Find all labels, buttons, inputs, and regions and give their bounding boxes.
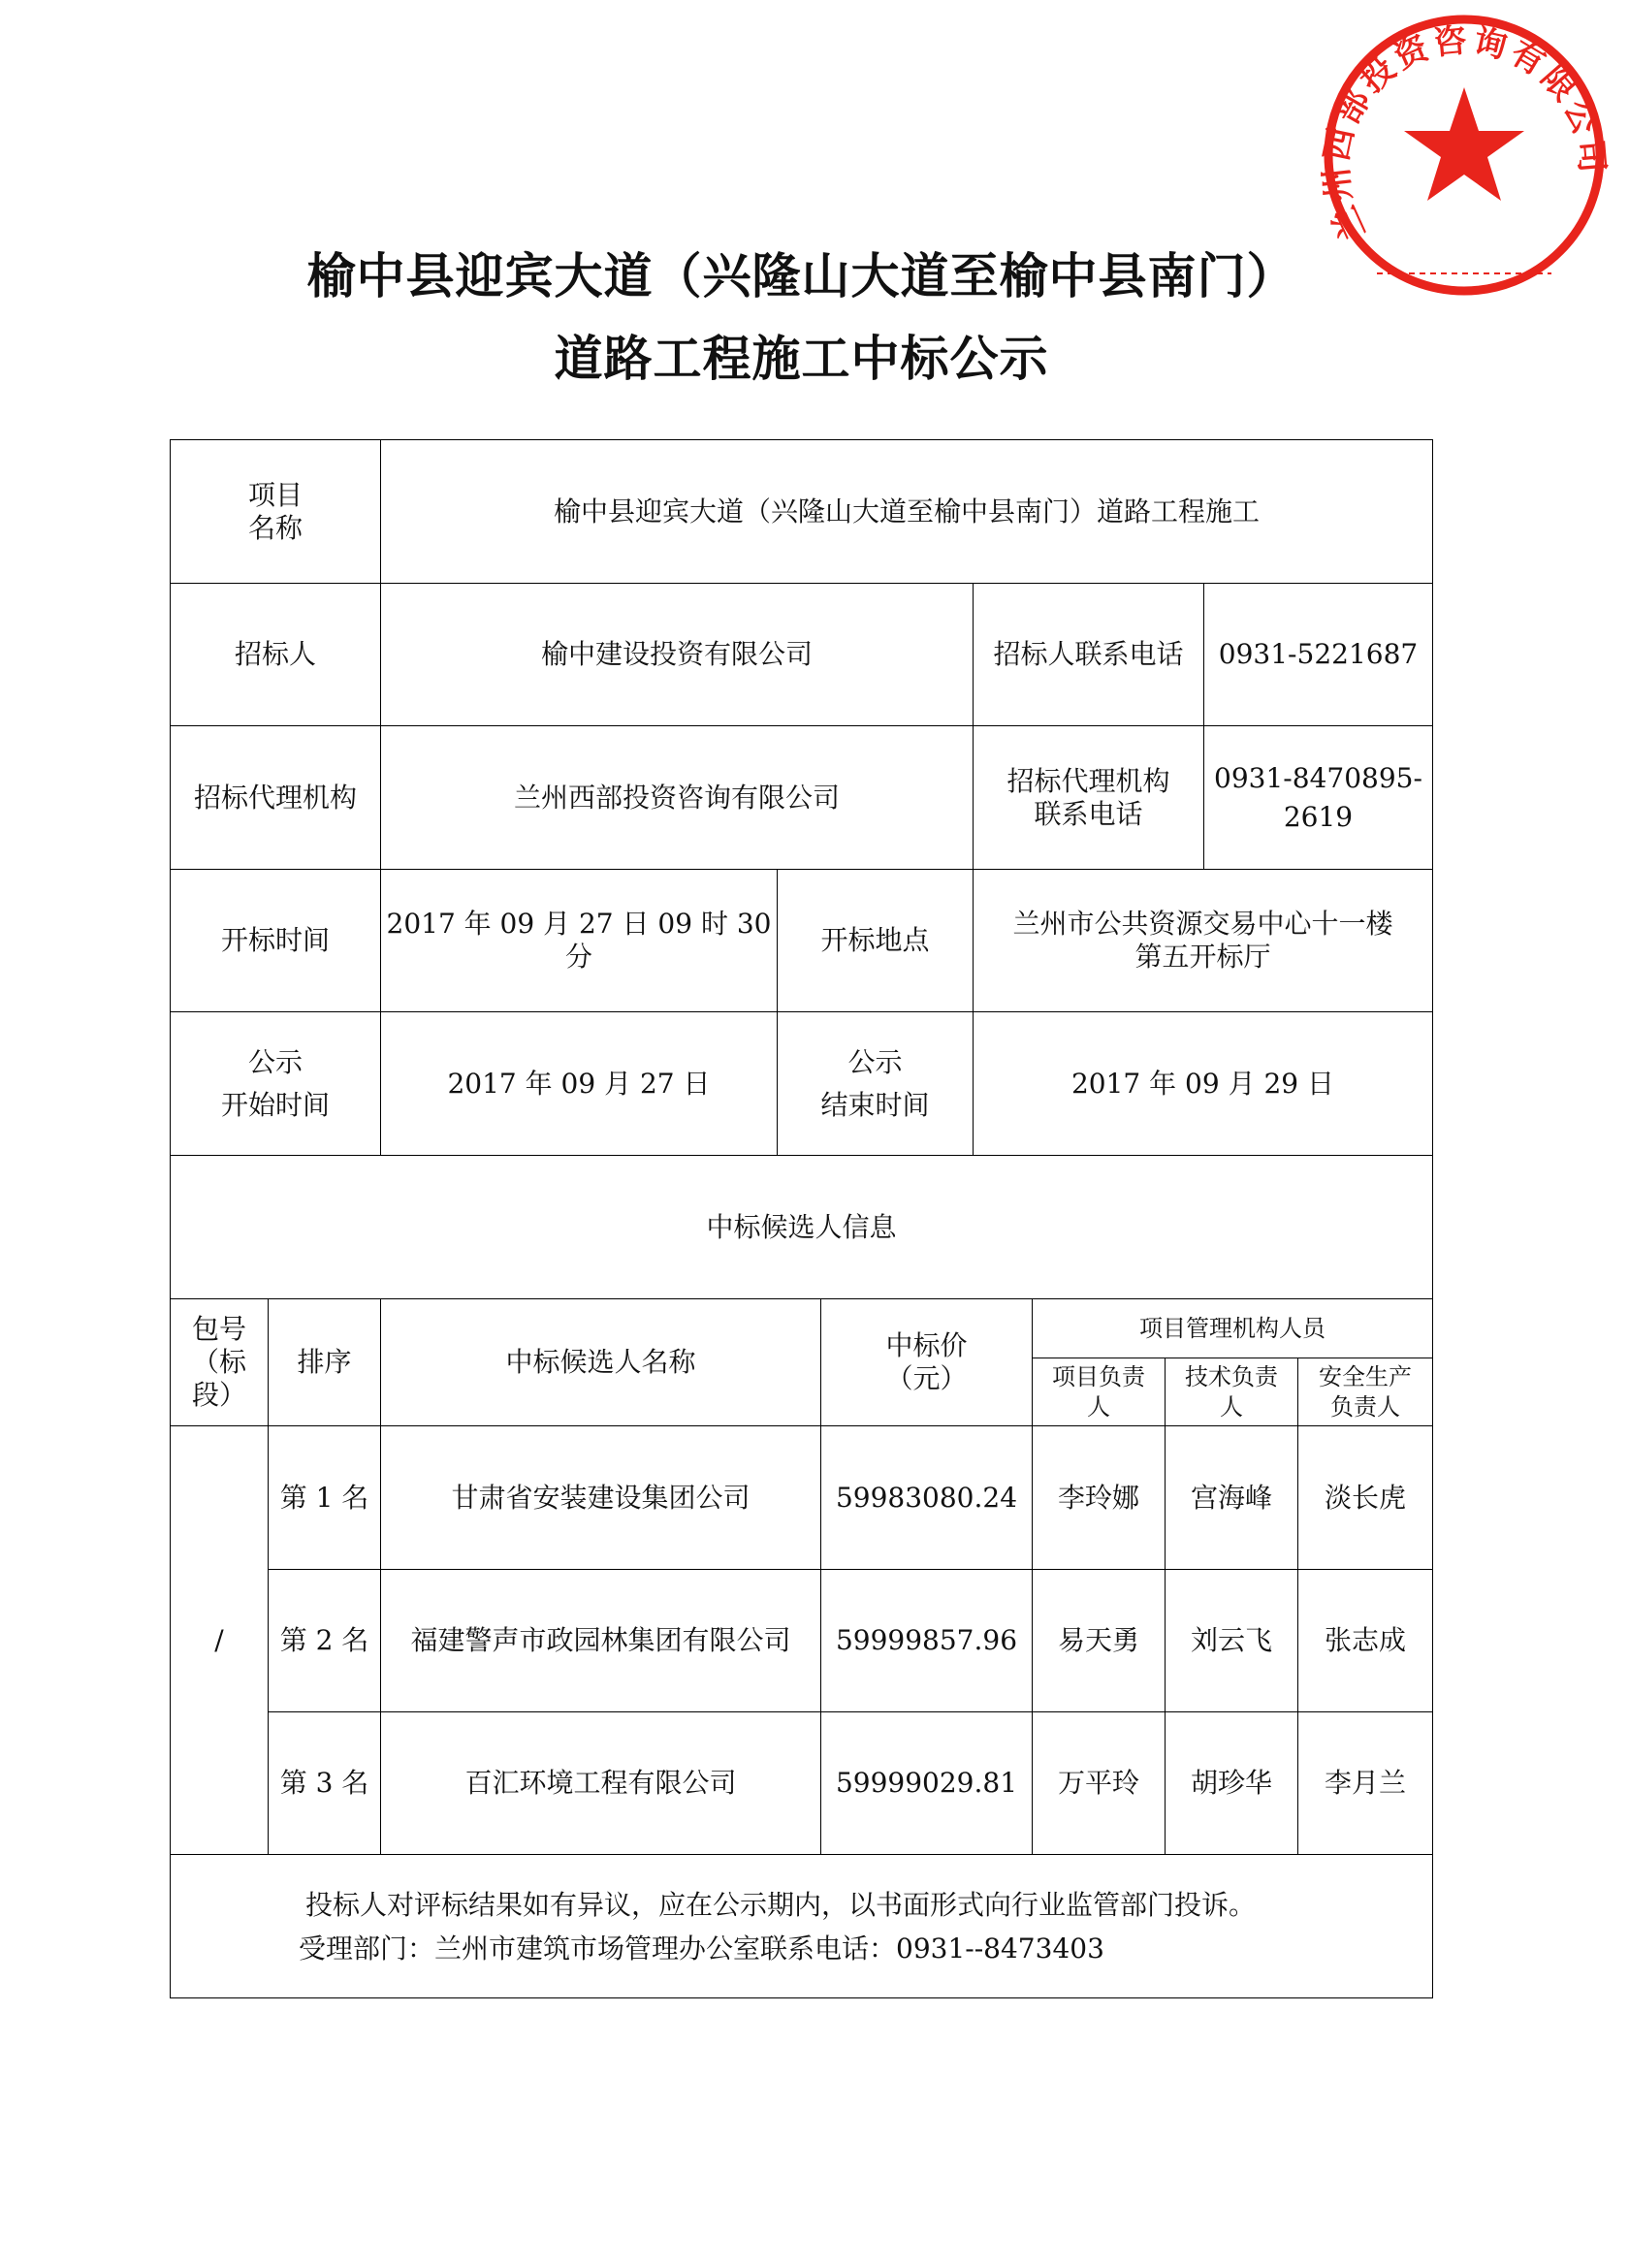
table-row-name: 福建警声市政园林集团有限公司 xyxy=(380,1569,821,1712)
agency-phone-label: 招标代理机构 联系电话 xyxy=(973,725,1204,870)
tenderer-phone-label: 招标人联系电话 xyxy=(973,583,1204,726)
tenderer-value: 榆中建设投资有限公司 xyxy=(380,583,974,726)
table-row-tech: 胡珍华 xyxy=(1165,1711,1298,1855)
footer-box xyxy=(170,1854,1433,1998)
table-row-rank: 第 3 名 xyxy=(268,1711,381,1855)
header-tech-lead: 技术负责 人 xyxy=(1165,1358,1298,1426)
tenderer-label: 招标人 xyxy=(170,583,381,726)
open-place-label: 开标地点 xyxy=(777,869,974,1012)
open-time-label: 开标时间 xyxy=(170,869,381,1012)
table-row-price: 59983080.24 xyxy=(820,1425,1033,1570)
document-title-line1: 榆中县迎宾大道（兴隆山大道至榆中县南门） xyxy=(306,248,1296,304)
header-rank: 排序 xyxy=(268,1298,381,1426)
svg-text:兰州西部投资咨询有限公司: 兰州西部投资咨询有限公司 xyxy=(1316,20,1613,246)
agency-label: 招标代理机构 xyxy=(170,725,381,870)
contact-department: 受理部门：兰州市建筑市场管理办公室联系电话：0931--8473403 xyxy=(299,1933,1104,1965)
header-safety-lead: 安全生产 负责人 xyxy=(1297,1358,1433,1426)
open-time-value: 2017 年 09 月 27 日 09 时 30 分 xyxy=(380,869,778,1012)
notice-start-value: 2017 年 09 月 27 日 xyxy=(380,1011,778,1156)
official-seal xyxy=(1299,10,1629,301)
header-package: 包号 （标 段） xyxy=(170,1298,269,1426)
agency-phone-value: 0931-8470895- 2619 xyxy=(1203,725,1433,870)
header-price: 中标价 （元） xyxy=(820,1298,1033,1426)
seal-star-icon xyxy=(1404,87,1524,201)
document-title-line2: 道路工程施工中标公示 xyxy=(554,331,1049,387)
notice-end-label: 公示 结束时间 xyxy=(777,1011,974,1156)
project-name-label: 项目 名称 xyxy=(170,439,381,584)
table-row-pm: 万平玲 xyxy=(1032,1711,1166,1855)
table-row-name: 百汇环境工程有限公司 xyxy=(380,1711,821,1855)
agency-value: 兰州西部投资咨询有限公司 xyxy=(380,725,974,870)
table-row-tech: 刘云飞 xyxy=(1165,1569,1298,1712)
table-row-rank: 第 2 名 xyxy=(268,1569,381,1712)
candidates-section-heading: 中标候选人信息 xyxy=(170,1155,1433,1299)
table-row-tech: 宫海峰 xyxy=(1165,1425,1298,1570)
table-row-price: 59999857.96 xyxy=(820,1569,1033,1712)
header-project-manager: 项目负责 人 xyxy=(1032,1358,1166,1426)
complaint-note: 投标人对评标结果如有异议，应在公示期内，以书面形式向行业监管部门投诉。 xyxy=(305,1889,1257,1921)
table-row-pm: 李玲娜 xyxy=(1032,1425,1166,1570)
table-row-price: 59999029.81 xyxy=(820,1711,1033,1855)
table-row-safety: 张志成 xyxy=(1297,1569,1433,1712)
table-row-name: 甘肃省安装建设集团公司 xyxy=(380,1425,821,1570)
package-value: / xyxy=(170,1425,269,1855)
open-place-value: 兰州市公共资源交易中心十一楼 第五开标厅 xyxy=(973,869,1433,1012)
table-row-rank: 第 1 名 xyxy=(268,1425,381,1570)
header-mgmt-staff: 项目管理机构人员 xyxy=(1032,1298,1433,1358)
project-name-value: 榆中县迎宾大道（兴隆山大道至榆中县南门）道路工程施工 xyxy=(380,439,1433,584)
header-candidate-name: 中标候选人名称 xyxy=(380,1298,821,1426)
table-row-pm: 易天勇 xyxy=(1032,1569,1166,1712)
notice-start-label: 公示 开始时间 xyxy=(170,1011,381,1156)
table-row-safety: 淡长虎 xyxy=(1297,1425,1433,1570)
notice-end-value: 2017 年 09 月 29 日 xyxy=(973,1011,1433,1156)
table-row-safety: 李月兰 xyxy=(1297,1711,1433,1855)
tenderer-phone-value: 0931-5221687 xyxy=(1203,583,1433,726)
